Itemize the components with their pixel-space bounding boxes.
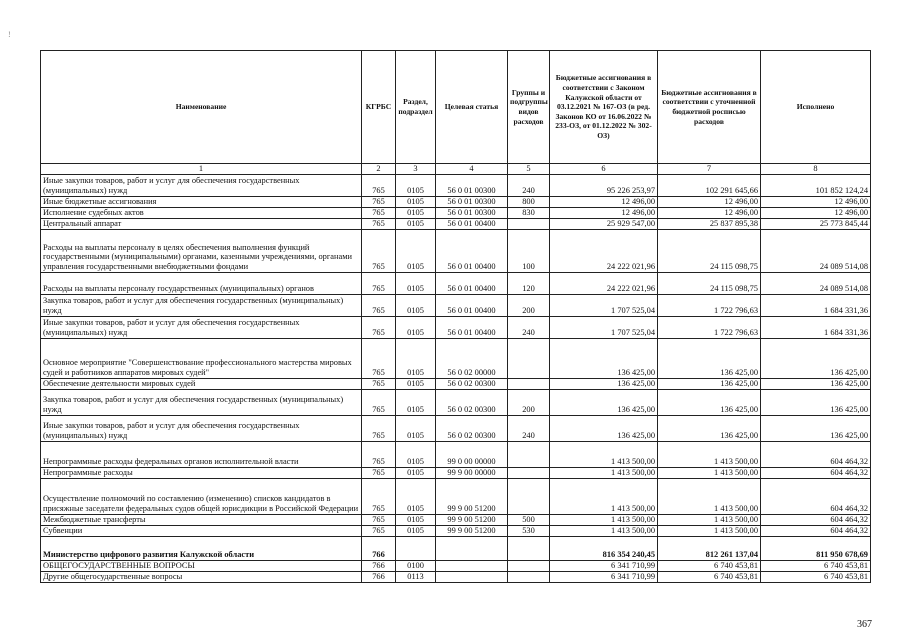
row-kgrbs: 765 bbox=[362, 273, 396, 295]
row-target: 56 0 01 00400 bbox=[436, 273, 508, 295]
row-target: 56 0 02 00300 bbox=[436, 416, 508, 442]
row-refined-amount: 136 425,00 bbox=[658, 416, 761, 442]
row-name: Иные закупки товаров, работ и услуг для обеспечения государственных (муниципальных) нужд bbox=[41, 416, 362, 442]
row-refined-amount: 6 740 453,81 bbox=[658, 572, 761, 583]
row-law-amount: 136 425,00 bbox=[550, 379, 658, 390]
row-section: 0105 bbox=[396, 479, 436, 515]
row-name: Центральный аппарат bbox=[41, 219, 362, 230]
row-group: 240 bbox=[508, 317, 550, 339]
row-executed-amount: 1 684 331,36 bbox=[761, 317, 871, 339]
row-group: 500 bbox=[508, 515, 550, 526]
row-section: 0105 bbox=[396, 515, 436, 526]
row-kgrbs: 765 bbox=[362, 515, 396, 526]
col-header-section: Раздел, подраздел bbox=[396, 51, 436, 164]
row-section: 0105 bbox=[396, 442, 436, 468]
row-kgrbs: 765 bbox=[362, 219, 396, 230]
row-kgrbs: 766 bbox=[362, 561, 396, 572]
row-executed-amount: 24 089 514,08 bbox=[761, 273, 871, 295]
row-executed-amount: 136 425,00 bbox=[761, 390, 871, 416]
table-row bbox=[41, 390, 871, 416]
table-row bbox=[41, 295, 871, 317]
row-target: 99 9 00 51200 bbox=[436, 479, 508, 515]
row-law-amount: 24 222 021,96 bbox=[550, 273, 658, 295]
row-name: ОБЩЕГОСУДАРСТВЕННЫЕ ВОПРОСЫ bbox=[41, 561, 362, 572]
row-target: 99 9 00 00000 bbox=[436, 468, 508, 479]
table-row bbox=[41, 572, 871, 583]
row-refined-amount: 1 413 500,00 bbox=[658, 442, 761, 468]
row-name: Иные закупки товаров, работ и услуг для обеспечения государственных (муниципальных) нужд bbox=[41, 317, 362, 339]
row-name: Министерство цифрового развития Калужской области bbox=[41, 537, 362, 561]
row-section: 0105 bbox=[396, 273, 436, 295]
row-group bbox=[508, 339, 550, 379]
row-refined-amount: 102 291 645,66 bbox=[658, 175, 761, 197]
row-target: 56 0 01 00300 bbox=[436, 175, 508, 197]
row-group bbox=[508, 468, 550, 479]
row-kgrbs: 765 bbox=[362, 468, 396, 479]
row-group: 240 bbox=[508, 416, 550, 442]
row-law-amount: 136 425,00 bbox=[550, 390, 658, 416]
row-name: Непрограммные расходы bbox=[41, 468, 362, 479]
row-target: 56 0 01 00400 bbox=[436, 219, 508, 230]
row-law-amount: 816 354 240,45 bbox=[550, 537, 658, 561]
row-section: 0105 bbox=[396, 390, 436, 416]
row-kgrbs: 765 bbox=[362, 526, 396, 537]
row-law-amount: 1 707 525,04 bbox=[550, 317, 658, 339]
table-body bbox=[41, 175, 871, 583]
col-header-executed: Исполнено bbox=[761, 51, 871, 164]
row-law-amount: 6 341 710,99 bbox=[550, 572, 658, 583]
row-kgrbs: 765 bbox=[362, 197, 396, 208]
col-number: 4 bbox=[436, 164, 508, 175]
row-group: 800 bbox=[508, 197, 550, 208]
col-header-refined: Бюджетные ассигнования в соответствии с уточненной бюджетной росписью расходов bbox=[658, 51, 761, 164]
row-name: Расходы на выплаты персоналу в целях обеспечения выполнения функций государственными (муниципальными) органами, казенными учреждениями, органами управления государственными внебюджетными фондами bbox=[41, 230, 362, 273]
row-group: 530 bbox=[508, 526, 550, 537]
row-target: 56 0 01 00400 bbox=[436, 295, 508, 317]
row-name: Субвенции bbox=[41, 526, 362, 537]
row-name: Осуществление полномочий по составлению (изменению) списков кандидатов в присяжные заседатели федеральных судов общей юрисдикции в Российской Федерации bbox=[41, 479, 362, 515]
row-target: 56 0 02 00300 bbox=[436, 390, 508, 416]
row-section: 0105 bbox=[396, 379, 436, 390]
row-group bbox=[508, 561, 550, 572]
row-section: 0105 bbox=[396, 197, 436, 208]
row-refined-amount: 12 496,00 bbox=[658, 208, 761, 219]
row-target: 99 0 00 00000 bbox=[436, 442, 508, 468]
row-kgrbs: 765 bbox=[362, 317, 396, 339]
row-executed-amount: 604 464,32 bbox=[761, 526, 871, 537]
row-executed-amount: 6 740 453,81 bbox=[761, 561, 871, 572]
row-target bbox=[436, 537, 508, 561]
col-number: 6 bbox=[550, 164, 658, 175]
row-name: Иные закупки товаров, работ и услуг для обеспечения государственных (муниципальных) нужд bbox=[41, 175, 362, 197]
table-row bbox=[41, 537, 871, 561]
row-target: 56 0 02 00300 bbox=[436, 379, 508, 390]
row-section: 0100 bbox=[396, 561, 436, 572]
row-law-amount: 1 413 500,00 bbox=[550, 442, 658, 468]
table-row bbox=[41, 416, 871, 442]
row-group bbox=[508, 442, 550, 468]
row-law-amount: 12 496,00 bbox=[550, 197, 658, 208]
row-refined-amount: 24 115 098,75 bbox=[658, 273, 761, 295]
budget-execution-table bbox=[40, 50, 871, 583]
row-refined-amount: 1 413 500,00 bbox=[658, 468, 761, 479]
row-group: 830 bbox=[508, 208, 550, 219]
row-section: 0113 bbox=[396, 572, 436, 583]
row-executed-amount: 604 464,32 bbox=[761, 479, 871, 515]
row-executed-amount: 1 684 331,36 bbox=[761, 295, 871, 317]
row-kgrbs: 765 bbox=[362, 416, 396, 442]
row-group bbox=[508, 572, 550, 583]
row-executed-amount: 6 740 453,81 bbox=[761, 572, 871, 583]
row-executed-amount: 811 950 678,69 bbox=[761, 537, 871, 561]
row-target bbox=[436, 572, 508, 583]
row-section: 0105 bbox=[396, 219, 436, 230]
row-law-amount: 136 425,00 bbox=[550, 416, 658, 442]
row-name: Иные бюджетные ассигнования bbox=[41, 197, 362, 208]
row-law-amount: 25 929 547,00 bbox=[550, 219, 658, 230]
row-refined-amount: 136 425,00 bbox=[658, 339, 761, 379]
row-section: 0105 bbox=[396, 175, 436, 197]
row-refined-amount: 1 722 796,63 bbox=[658, 295, 761, 317]
table-row bbox=[41, 526, 871, 537]
row-executed-amount: 604 464,32 bbox=[761, 442, 871, 468]
table-row bbox=[41, 339, 871, 379]
table-row bbox=[41, 175, 871, 197]
col-header-target: Целевая статья bbox=[436, 51, 508, 164]
row-section bbox=[396, 537, 436, 561]
budget-table-sheet bbox=[40, 50, 870, 583]
row-kgrbs: 766 bbox=[362, 572, 396, 583]
row-group bbox=[508, 219, 550, 230]
row-group bbox=[508, 479, 550, 515]
row-group: 120 bbox=[508, 273, 550, 295]
row-name: Непрограммные расходы федеральных органов исполнительной власти bbox=[41, 442, 362, 468]
row-law-amount: 6 341 710,99 bbox=[550, 561, 658, 572]
table-row bbox=[41, 379, 871, 390]
row-law-amount: 1 413 500,00 bbox=[550, 468, 658, 479]
row-group bbox=[508, 537, 550, 561]
row-section: 0105 bbox=[396, 295, 436, 317]
table-row bbox=[41, 219, 871, 230]
row-executed-amount: 136 425,00 bbox=[761, 416, 871, 442]
col-number: 8 bbox=[761, 164, 871, 175]
row-executed-amount: 604 464,32 bbox=[761, 468, 871, 479]
row-refined-amount: 24 115 098,75 bbox=[658, 230, 761, 273]
row-law-amount: 1 707 525,04 bbox=[550, 295, 658, 317]
row-law-amount: 24 222 021,96 bbox=[550, 230, 658, 273]
table-row bbox=[41, 317, 871, 339]
row-target: 99 9 00 51200 bbox=[436, 515, 508, 526]
table-row bbox=[41, 208, 871, 219]
row-section: 0105 bbox=[396, 339, 436, 379]
row-name: Закупка товаров, работ и услуг для обеспечения государственных (муниципальных) нужд bbox=[41, 295, 362, 317]
table-row bbox=[41, 197, 871, 208]
row-name: Закупка товаров, работ и услуг для обеспечения государственных (муниципальных) нужд bbox=[41, 390, 362, 416]
row-law-amount: 1 413 500,00 bbox=[550, 515, 658, 526]
row-kgrbs: 765 bbox=[362, 339, 396, 379]
col-header-kgrbs: КГРБС bbox=[362, 51, 396, 164]
row-section: 0105 bbox=[396, 468, 436, 479]
row-refined-amount: 136 425,00 bbox=[658, 379, 761, 390]
row-name: Другие общегосударственные вопросы bbox=[41, 572, 362, 583]
table-header-row bbox=[41, 51, 871, 164]
row-group: 240 bbox=[508, 175, 550, 197]
row-name: Исполнение судебных актов bbox=[41, 208, 362, 219]
row-refined-amount: 1 413 500,00 bbox=[658, 515, 761, 526]
row-kgrbs: 765 bbox=[362, 379, 396, 390]
col-number: 1 bbox=[41, 164, 362, 175]
row-name: Основное мероприятие "Совершенствование профессионального мастерства мировых судей и работников аппаратов мировых судей" bbox=[41, 339, 362, 379]
row-executed-amount: 24 089 514,08 bbox=[761, 230, 871, 273]
row-group: 200 bbox=[508, 295, 550, 317]
row-group bbox=[508, 379, 550, 390]
row-kgrbs: 766 bbox=[362, 537, 396, 561]
col-header-law: Бюджетные ассигнования в соответствии с Законом Калужской области от 03.12.2021 № 167-ОЗ (в ред. Законов КО от 16.06.2022 № 233-ОЗ, от 01.12.2022 № 302-ОЗ) bbox=[550, 51, 658, 164]
row-executed-amount: 25 773 845,44 bbox=[761, 219, 871, 230]
row-executed-amount: 12 496,00 bbox=[761, 208, 871, 219]
row-executed-amount: 136 425,00 bbox=[761, 379, 871, 390]
row-kgrbs: 765 bbox=[362, 442, 396, 468]
row-section: 0105 bbox=[396, 317, 436, 339]
page-number: 367 bbox=[857, 619, 872, 630]
row-kgrbs: 765 bbox=[362, 390, 396, 416]
row-kgrbs: 765 bbox=[362, 295, 396, 317]
row-refined-amount: 136 425,00 bbox=[658, 390, 761, 416]
row-law-amount: 1 413 500,00 bbox=[550, 526, 658, 537]
row-target: 56 0 02 00000 bbox=[436, 339, 508, 379]
row-refined-amount: 6 740 453,81 bbox=[658, 561, 761, 572]
row-refined-amount: 1 413 500,00 bbox=[658, 526, 761, 537]
column-number-row bbox=[41, 164, 871, 175]
table-row bbox=[41, 273, 871, 295]
row-refined-amount: 25 837 895,38 bbox=[658, 219, 761, 230]
row-law-amount: 12 496,00 bbox=[550, 208, 658, 219]
row-section: 0105 bbox=[396, 208, 436, 219]
row-executed-amount: 101 852 124,24 bbox=[761, 175, 871, 197]
table-row bbox=[41, 468, 871, 479]
row-group: 200 bbox=[508, 390, 550, 416]
col-number: 7 bbox=[658, 164, 761, 175]
row-target: 56 0 01 00400 bbox=[436, 317, 508, 339]
margin-mark: ! bbox=[8, 30, 11, 39]
row-target: 56 0 01 00400 bbox=[436, 230, 508, 273]
col-number: 3 bbox=[396, 164, 436, 175]
row-name: Расходы на выплаты персоналу государственных (муниципальных) органов bbox=[41, 273, 362, 295]
row-kgrbs: 765 bbox=[362, 230, 396, 273]
row-refined-amount: 812 261 137,04 bbox=[658, 537, 761, 561]
row-executed-amount: 604 464,32 bbox=[761, 515, 871, 526]
table-row bbox=[41, 230, 871, 273]
row-refined-amount: 1 413 500,00 bbox=[658, 479, 761, 515]
row-executed-amount: 136 425,00 bbox=[761, 339, 871, 379]
row-kgrbs: 765 bbox=[362, 208, 396, 219]
row-law-amount: 1 413 500,00 bbox=[550, 479, 658, 515]
row-section: 0105 bbox=[396, 230, 436, 273]
row-kgrbs: 765 bbox=[362, 175, 396, 197]
col-number: 2 bbox=[362, 164, 396, 175]
row-refined-amount: 1 722 796,63 bbox=[658, 317, 761, 339]
row-target: 56 0 01 00300 bbox=[436, 208, 508, 219]
row-target bbox=[436, 561, 508, 572]
row-section: 0105 bbox=[396, 416, 436, 442]
row-group: 100 bbox=[508, 230, 550, 273]
table-row bbox=[41, 442, 871, 468]
row-section: 0105 bbox=[396, 526, 436, 537]
table-row bbox=[41, 479, 871, 515]
table-row bbox=[41, 561, 871, 572]
row-target: 99 9 00 51200 bbox=[436, 526, 508, 537]
row-kgrbs: 765 bbox=[362, 479, 396, 515]
row-law-amount: 95 226 253,97 bbox=[550, 175, 658, 197]
row-name: Обеспечение деятельности мировых судей bbox=[41, 379, 362, 390]
col-header-name: Наименование bbox=[41, 51, 362, 164]
table-row bbox=[41, 515, 871, 526]
col-number: 5 bbox=[508, 164, 550, 175]
row-law-amount: 136 425,00 bbox=[550, 339, 658, 379]
row-name: Межбюджетные трансферты bbox=[41, 515, 362, 526]
row-executed-amount: 12 496,00 bbox=[761, 197, 871, 208]
col-header-groups: Группы и подгруппы видов расходов bbox=[508, 51, 550, 164]
row-refined-amount: 12 496,00 bbox=[658, 197, 761, 208]
row-target: 56 0 01 00300 bbox=[436, 197, 508, 208]
